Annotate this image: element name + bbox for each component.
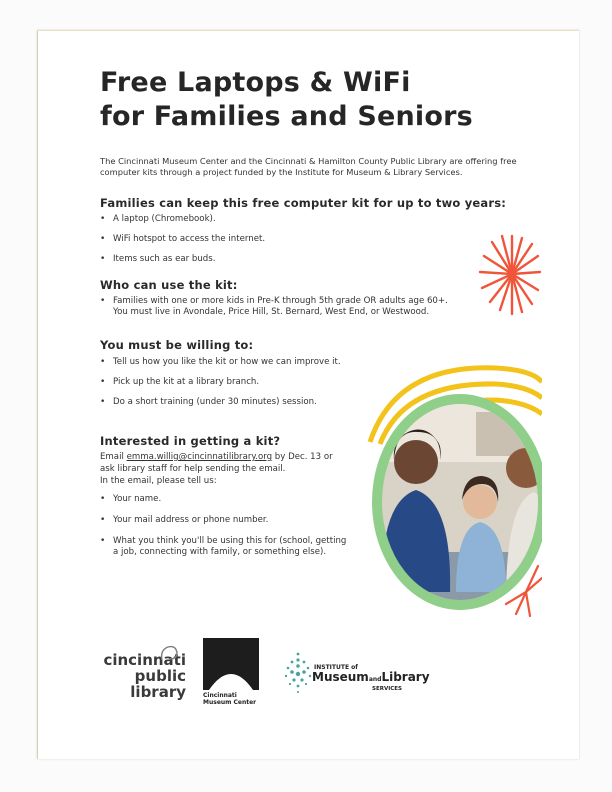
kit-items-list	[100, 214, 440, 265]
cincinnati-public-library-logo: cincinnati public library	[103, 651, 186, 701]
museum-center-logo-text: Cincinnati Museum Center	[203, 692, 257, 706]
list-item: • Do a short training (under 30 minutes) session.	[100, 397, 400, 408]
email-instructions: Email emma.willig@cincinnatilibrary.org by Dec. 13 or ask library staff for help sending the email. In the email, please tell us:	[100, 452, 333, 486]
burst-decoration	[478, 232, 542, 316]
heading-who-can-use: Who can use the kit:	[100, 278, 238, 292]
eligibility-list	[100, 296, 470, 318]
heading-keep-kit: Families can keep this free computer kit for up to two years:	[100, 196, 507, 210]
museum-center-logo-mark	[203, 638, 259, 690]
heading-interested: Interested in getting a kit?	[100, 434, 281, 448]
list-item: • Your mail address or phone number.	[100, 515, 352, 526]
list-item: • A laptop (Chromebook).	[100, 214, 440, 225]
flyer-title	[100, 66, 500, 134]
list-item: • Your name.	[100, 494, 352, 505]
list-item: • WiFi hotspot to access the internet.	[100, 234, 440, 245]
heading-willing-to: You must be willing to:	[100, 338, 254, 352]
imls-logo-text: INSTITUTE of MuseumandLibrary SERVICES	[312, 664, 430, 692]
requirements-list	[100, 357, 400, 408]
list-item: • Pick up the kit at a library branch.	[100, 377, 400, 388]
family-photo-graphic	[356, 352, 542, 618]
email-link[interactable]: emma.willig@cincinnatilibrary.org	[126, 452, 273, 462]
title-line-1: Free Laptops & WiFi	[100, 67, 411, 98]
list-item: • Tell us how you like the kit or how we can improve it.	[100, 357, 400, 368]
cpl-swirl-icon	[158, 644, 180, 664]
list-item: • Items such as ear buds.	[100, 254, 440, 265]
list-item: • What you think you'll be using this for (school, getting a job, connecting with family, or something else).	[100, 536, 352, 558]
email-details-list	[100, 494, 352, 558]
list-item: • Families with one or more kids in Pre-K through 5th grade OR adults age 60+. You must live in Avondale, Price Hill, St. Bernard, West End, or Westwood.	[100, 296, 470, 318]
imls-logo-mark	[282, 650, 314, 694]
title-line-2: for Families and Seniors	[100, 101, 473, 132]
intro-paragraph: The Cincinnati Museum Center and the Cincinnati & Hamilton County Public Library are offering free computer kits through a project funded by the Institute for Museum & Library Services.	[100, 156, 517, 177]
